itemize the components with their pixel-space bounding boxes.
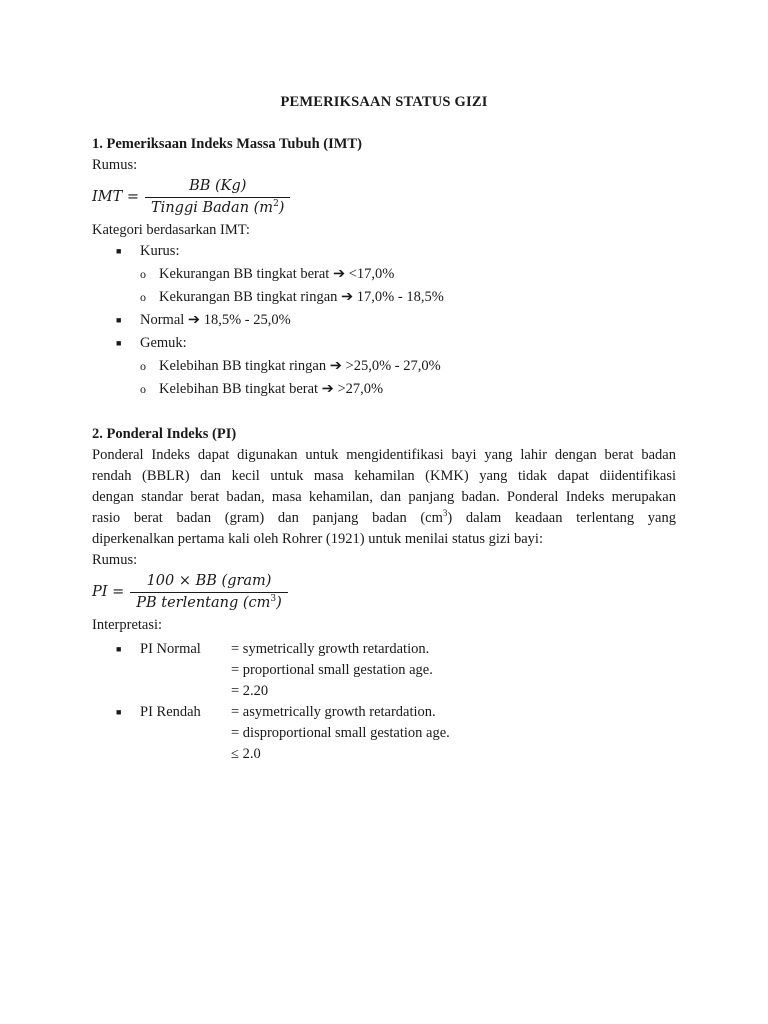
gemuk-sub1: Kelebihan BB tingkat ringan ➔ >25,0% - 27,0% bbox=[159, 358, 441, 374]
rumus-label-2: Rumus: bbox=[92, 552, 138, 568]
pi-rendah-v1: = asymetrically growth retardation. bbox=[231, 704, 436, 720]
circle-bullet-icon: o bbox=[140, 359, 146, 373]
page-title: PEMERIKSAAN STATUS GIZI bbox=[280, 94, 488, 110]
pi-den-text: PB terlentang (cm bbox=[136, 594, 271, 611]
kurus-sub2: Kekurangan BB tingkat ringan ➔ 17,0% - 18,5% bbox=[159, 289, 444, 305]
square-bullet-icon: ■ bbox=[116, 315, 122, 325]
pi-normal-row bbox=[92, 639, 676, 660]
para-line bbox=[92, 508, 676, 529]
pi-denominator bbox=[130, 592, 288, 613]
kurus-label: Kurus: bbox=[140, 243, 180, 259]
list-item bbox=[92, 333, 676, 356]
circle-bullet-icon: o bbox=[140, 290, 146, 304]
circle-bullet-icon: o bbox=[140, 382, 146, 396]
pi-rendah-label: PI Rendah bbox=[140, 704, 201, 720]
list-item bbox=[92, 241, 676, 264]
pi-den-exponent: 3 bbox=[270, 593, 277, 604]
kurus-sub1: Kekurangan BB tingkat berat ➔ <17,0% bbox=[159, 266, 395, 282]
pi-normal-v3: = 2.20 bbox=[231, 683, 269, 699]
pi-rendah-row bbox=[92, 702, 676, 723]
imt-numerator: BB (Kg) bbox=[189, 177, 247, 194]
imt-formula-lhs: IMT = bbox=[92, 188, 140, 205]
pi-rendah-row bbox=[92, 723, 676, 744]
imt-den-close: ) bbox=[278, 199, 285, 216]
pi-normal-row bbox=[92, 681, 676, 702]
kategori-label: Kategori berdasarkan IMT: bbox=[92, 222, 250, 238]
list-subitem bbox=[92, 356, 676, 379]
imt-denominator bbox=[145, 197, 290, 218]
pi-normal-label: PI Normal bbox=[140, 641, 201, 657]
pi-normal-row bbox=[92, 660, 676, 681]
pi-rendah-row bbox=[92, 744, 676, 765]
rumus-label-1: Rumus: bbox=[92, 157, 138, 173]
para-line: diperkenalkan pertama kali oleh Rohrer (1921) untuk menilai status gizi bayi: bbox=[92, 531, 543, 547]
imt-fraction bbox=[145, 177, 290, 218]
imt-den-exponent: 2 bbox=[273, 198, 279, 209]
pi-rendah-v2: = disproportional small gestation age. bbox=[231, 725, 450, 741]
para-line: rendah (BBLR) dan kecil untuk masa kehamilan (KMK) yang tidak dapat diidentifikasi bbox=[92, 468, 676, 484]
square-bullet-icon: ■ bbox=[116, 707, 122, 717]
interpretasi-label: Interpretasi: bbox=[92, 617, 163, 633]
pi-rendah-v3: ≤ 2.0 bbox=[231, 746, 261, 762]
pi-formula bbox=[92, 571, 676, 613]
imt-den-text: Tinggi Badan (m bbox=[151, 199, 274, 216]
gemuk-sub2: Kelebihan BB tingkat berat ➔ >27,0% bbox=[159, 381, 384, 397]
circle-bullet-icon: o bbox=[140, 267, 146, 281]
square-bullet-icon: ■ bbox=[116, 246, 122, 256]
section-1-heading: 1. Pemeriksaan Indeks Massa Tubuh (IMT) bbox=[92, 136, 362, 152]
list-subitem bbox=[92, 264, 676, 287]
pi-paragraph bbox=[92, 445, 676, 550]
document-page bbox=[92, 92, 676, 765]
para-l4-exp: 3 bbox=[442, 508, 448, 519]
list-subitem bbox=[92, 379, 676, 402]
para-l4b: ) dalam keadaan terlentang yang bbox=[447, 510, 676, 526]
pi-numerator: 100 × BB (gram) bbox=[146, 572, 272, 589]
imt-formula bbox=[92, 176, 676, 218]
pi-den-close: ) bbox=[276, 594, 282, 611]
list-subitem bbox=[92, 287, 676, 310]
list-item bbox=[92, 310, 676, 333]
gemuk-label: Gemuk: bbox=[140, 335, 187, 351]
pi-formula-lhs: PI = bbox=[92, 583, 125, 600]
normal-label: Normal ➔ 18,5% - 25,0% bbox=[140, 312, 291, 328]
para-l4a: rasio berat badan (gram) dan panjang badan (cm bbox=[92, 510, 443, 526]
pi-fraction bbox=[130, 572, 288, 613]
pi-normal-v2: = proportional small gestation age. bbox=[231, 662, 433, 678]
section-2-heading: 2. Ponderal Indeks (PI) bbox=[92, 426, 237, 442]
para-line: Ponderal Indeks dapat digunakan untuk mengidentifikasi bayi yang lahir dengan berat badan bbox=[92, 447, 676, 463]
square-bullet-icon: ■ bbox=[116, 644, 122, 654]
square-bullet-icon: ■ bbox=[116, 338, 122, 348]
pi-normal-v1: = symetrically growth retardation. bbox=[231, 641, 430, 657]
para-line: dengan standar berat badan, masa kehamilan, dan panjang badan. Ponderal Indeks merupakan bbox=[92, 489, 676, 505]
